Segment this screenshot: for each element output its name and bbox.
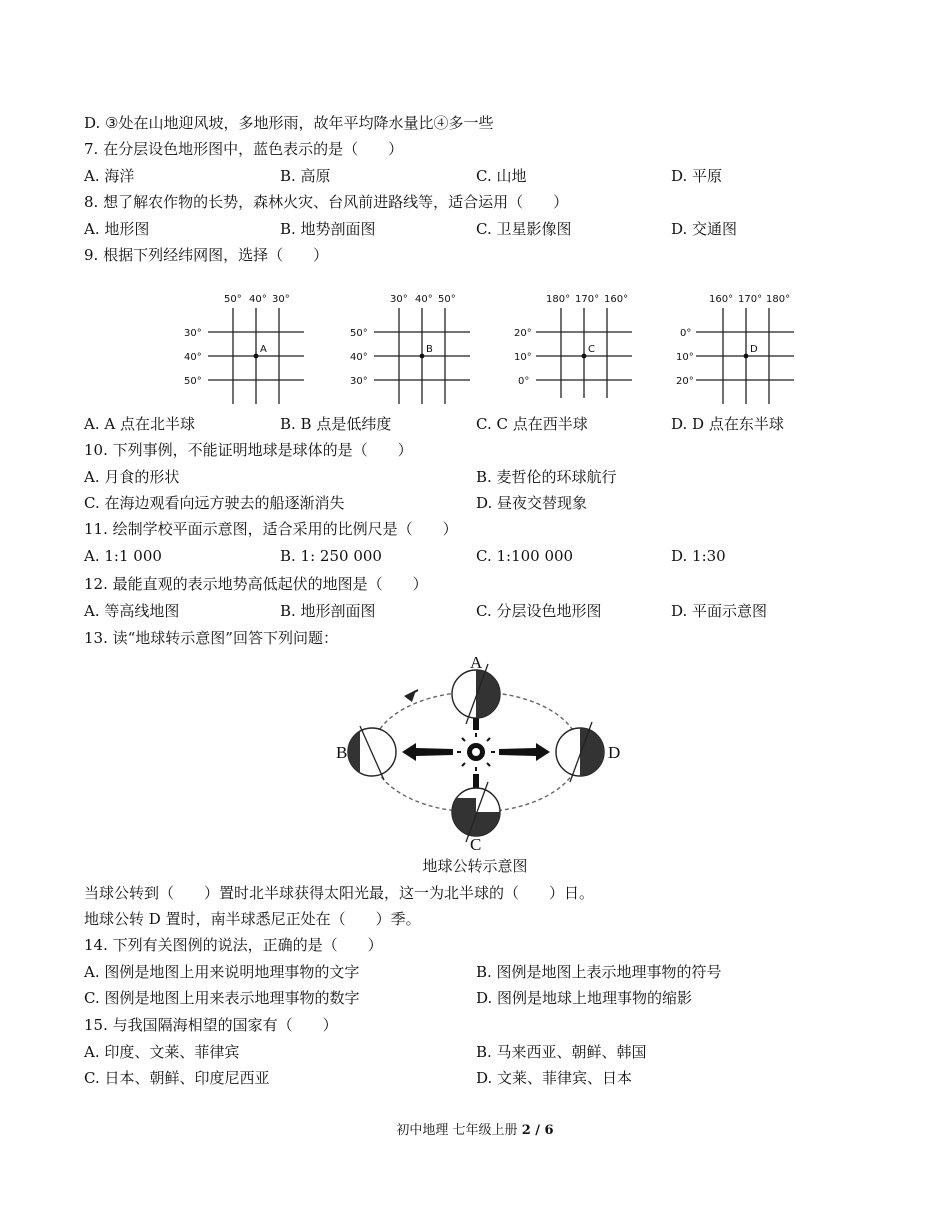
latlong-grid-b — [344, 286, 474, 410]
point-label: D — [750, 344, 758, 355]
q15-option-d: D. 文莱、菲律宾、日本 — [476, 1069, 633, 1087]
top-label: 30° — [272, 294, 290, 305]
sun-icon — [457, 733, 495, 771]
point-label: A — [260, 344, 267, 355]
left-label: 50° — [184, 376, 202, 387]
q12-option-d: D. 平面示意图 — [671, 602, 768, 620]
q7-option-d: D. 平原 — [671, 167, 723, 185]
q12-option-c: C. 分层设色地形图 — [476, 602, 602, 620]
q9-stem: 9. 根据下列经纬网图，选择（ ） — [84, 246, 329, 264]
q7-option-b: B. 高原 — [280, 167, 331, 185]
q11-option-c: C. 1:100 000 — [476, 547, 574, 565]
q11-option-b: B. 1: 250 000 — [280, 547, 382, 565]
top-label: 30° — [390, 294, 408, 305]
q12-option-a: A. 等高线地图 — [84, 602, 180, 620]
top-label: 180° — [766, 294, 791, 305]
q14-option-b: B. 图例是地图上表示地理事物的符号 — [476, 963, 722, 981]
top-label: 40° — [249, 294, 267, 305]
q13-question-2: 地球公转 D 置时，南半球悉尼正处在（ ）季。 — [84, 910, 421, 928]
top-label: 50° — [438, 294, 456, 305]
earth-position-b — [340, 722, 396, 782]
q15-option-c: C. 日本、朝鲜、印度尼西亚 — [84, 1069, 270, 1087]
point-label: B — [426, 344, 433, 355]
q15-option-b: B. 马来西亚、朝鲜、韩国 — [476, 1043, 647, 1061]
top-label: 170° — [575, 294, 600, 305]
q15-stem: 15. 与我国隔海相望的国家有（ ） — [84, 1016, 338, 1034]
q15-option-a: A. 印度、文莱、菲律宾 — [84, 1043, 240, 1061]
q13-stem: 13. 读“地球转示意图”回答下列问题： — [84, 629, 338, 647]
left-label: 10° — [514, 352, 532, 363]
q9-option-c: C. C 点在西半球 — [476, 415, 588, 433]
q8-option-c: C. 卫星影像图 — [476, 220, 572, 238]
left-label: 30° — [184, 328, 202, 339]
q6-option-d: D. ③处在山地迎风坡，多地形雨，故年平均降水量比④多一些 — [84, 114, 494, 132]
latlong-grid-a — [178, 286, 308, 410]
q13-question-1: 当球公转到（ ）置时北半球获得太阳光最，这一为北半球的（ ）日。 — [84, 884, 595, 902]
q10-option-c: C. 在海边观看向远方驶去的船逐渐消失 — [84, 494, 345, 512]
q9-option-b: B. B 点是低纬度 — [280, 415, 392, 433]
left-label: 0° — [518, 376, 530, 387]
position-label-a: A — [470, 653, 483, 672]
grid-point — [744, 354, 749, 359]
q8-option-b: B. 地势剖面图 — [280, 220, 376, 238]
left-label: 10° — [676, 352, 694, 363]
q8-stem: 8. 想了解农作物的长势，森林火灾、台风前进路线等，适合运用（ ） — [84, 193, 569, 211]
earth-position-c — [448, 782, 508, 842]
q14-option-a: A. 图例是地图上用来说明地理事物的文字 — [84, 963, 360, 981]
q14-option-d: D. 图例是地球上地理事物的缩影 — [476, 989, 693, 1007]
top-label: 50° — [224, 294, 242, 305]
footer-subject: 初中地理 七年级上册 — [396, 1123, 522, 1138]
latlong-grid-d — [672, 286, 802, 410]
page-number: 2 / 6 — [521, 1123, 554, 1138]
q14-option-c: C. 图例是地图上用来表示地理事物的数字 — [84, 989, 360, 1007]
q10-option-d: D. 昼夜交替现象 — [476, 494, 588, 512]
q11-option-a: A. 1:1 000 — [84, 547, 162, 565]
q9-option-a: A. A 点在北半球 — [84, 415, 195, 433]
left-label: 50° — [350, 328, 368, 339]
q7-stem: 7. 在分层设色地形图中，蓝色表示的是（ ） — [84, 140, 404, 158]
grid-point — [254, 354, 259, 359]
q8-option-a: A. 地形图 — [84, 220, 150, 238]
top-label: 160° — [709, 294, 734, 305]
position-label-b: B — [336, 743, 348, 762]
earth-position-d — [556, 722, 610, 782]
grid-point — [420, 354, 425, 359]
left-label: 30° — [350, 376, 368, 387]
q8-option-d: D. 交通图 — [671, 220, 738, 238]
latlong-grid-c — [506, 286, 646, 410]
position-label-d: D — [608, 743, 621, 762]
left-label: 40° — [350, 352, 368, 363]
earth-orbit-diagram — [330, 652, 630, 856]
position-label-c: C — [470, 835, 482, 852]
grid-point — [582, 354, 587, 359]
left-label: 20° — [676, 376, 694, 387]
q14-stem: 14. 下列有关图例的说法，正确的是（ ） — [84, 936, 383, 954]
q11-stem: 11. 绘制学校平面示意图，适合采用的比例尺是（ ） — [84, 520, 458, 538]
q10-option-b: B. 麦哲伦的环球航行 — [476, 468, 617, 486]
top-label: 170° — [738, 294, 763, 305]
q12-stem: 12. 最能直观的表示地势高低起伏的地图是（ ） — [84, 575, 428, 593]
top-label: 40° — [415, 294, 433, 305]
q7-option-c: C. 山地 — [476, 167, 527, 185]
point-label: C — [588, 344, 595, 355]
q12-option-b: B. 地形剖面图 — [280, 602, 376, 620]
left-label: 0° — [680, 328, 692, 339]
q10-stem: 10. 下列事例，不能证明地球是球体的是（ ） — [84, 441, 413, 459]
top-label: 180° — [546, 294, 571, 305]
figure-caption: 地球公转示意图 — [422, 857, 528, 875]
q11-option-d: D. 1:30 — [671, 547, 726, 565]
q10-option-a: A. 月食的形状 — [84, 468, 180, 486]
q7-option-a: A. 海洋 — [84, 167, 135, 185]
top-label: 160° — [604, 294, 629, 305]
left-label: 40° — [184, 352, 202, 363]
q9-option-d: D. D 点在东半球 — [671, 415, 784, 433]
page-footer — [0, 1122, 950, 1140]
left-label: 20° — [514, 328, 532, 339]
